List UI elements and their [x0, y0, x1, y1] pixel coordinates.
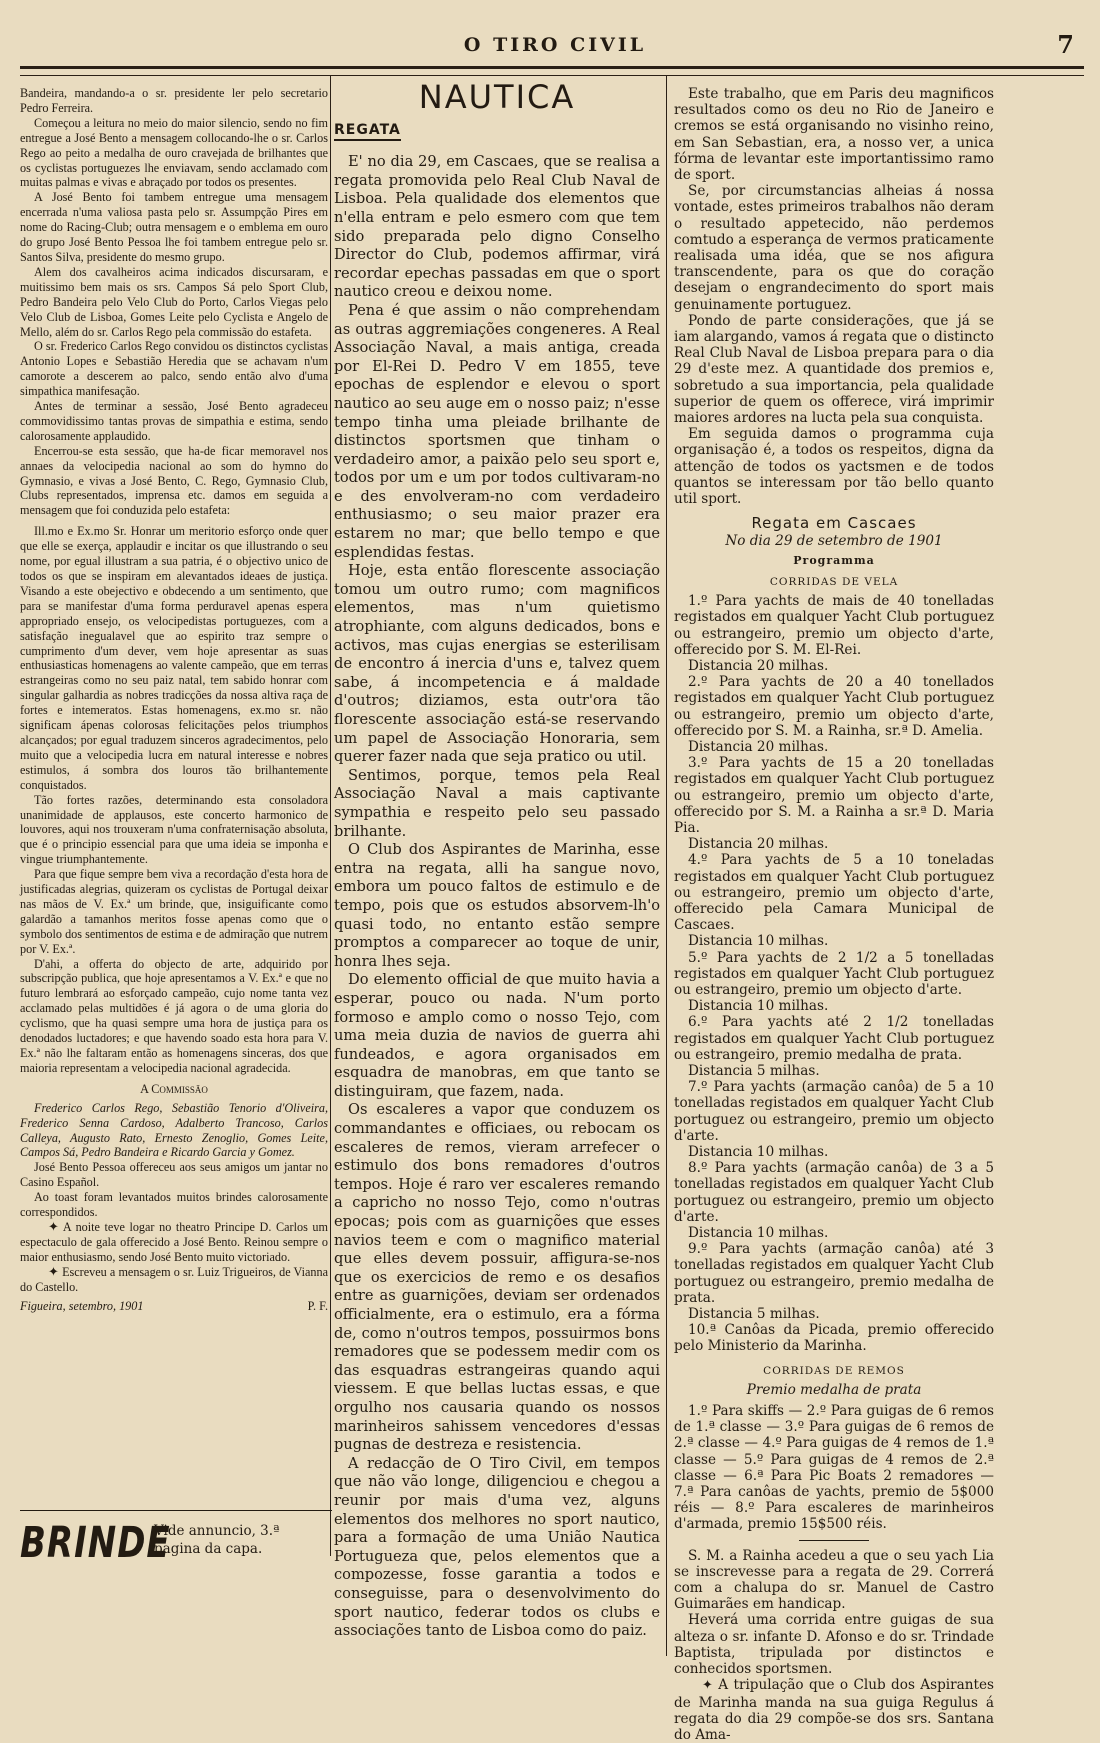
brinde-text: Vide annuncio, 3.ª pagina da capa. [154, 1523, 280, 1557]
paragraph: Este trabalho, que em Paris deu magnificos resultados como os deu no Rio de Janeiro e cremos se está organisando no visinho reino, em San Sebastian, era, a nosso ver, a unica fórma de levantar este importantissimo ramo de sport. [674, 86, 994, 184]
paragraph: A redacção de O Tiro Civil, em tempos que não vão longe, diligenciou e chegou a reunir por mais d'uma vez, alguns elementos dos melhores no sport nautico, para a formação de uma União Nautica Portugueza que, pelos elementos que a compozesse, fosse garantia a todos e conseguisse, para o desenvolvimento do sport nautico, federar todos os clubs e associações tanto de Lisboa como do paiz. [334, 1454, 660, 1640]
paragraph: D'ahi, a offerta do objecto de arte, adquirido por subscripção publica, que hoje apresentamos a V. Ex.ª e que no futuro lembrará ao esforçado campeão, cujo nome tanta vez acclamado pelas multidões é já agora o de uma gloria do cyclismo, que ha quasi sempre uma hora de justiça para os denodados luctadores; e que havendo soado esta hora para V. Ex.ª não lhe faltaram então as homenagens sinceras, dos que maioria representam a velocipedia nacional agradecida. [20, 956, 328, 1075]
paragraph: Ao toast foram levantados muitos brindes calorosamente correspondidos. [20, 1190, 328, 1220]
remos-caption: CORRIDAS DE REMOS [763, 1364, 905, 1377]
star-ornament-icon: ✦ [48, 1218, 59, 1234]
dateline-row [20, 1299, 328, 1314]
note [20, 1265, 328, 1295]
signatories: Frederico Carlos Rego, Sebastião Tenorio d'Oliveira, Frederico Senna Cardoso, Adalberto Trancoso, Carlos Calleya, Augusto Rato, Ernesto Zenoglio, Gomes Leite, Campos Sá, Pedro Bandeira e Ricardo Garcia y Gomez. [20, 1100, 328, 1160]
column-left [20, 86, 328, 1566]
note [20, 1220, 328, 1265]
paragraph: Pena é que assim o não comprehendam as outras aggremiações congeneres. A Real Associação Naval, a mais antiga, creada por El-Rei D. Pedro V em 1855, teve epochas de esplendor e elevou o sport nautico ao seu auge em o nosso paiz; n'esse tempo tinha uma pleiade brilhante de distinctos sportsmen que tinham o verdadeiro amor, a paixão pelo seu sport e, todos por um e um por todos cultivaram-no e des envolveram-no com verdadeiro enthusiasmo; o seu maior prazer era estarem no mar; que bello tempo e que esplendidas festas. [334, 301, 660, 561]
paragraph: Sentimos, porque, temos pela Real Associação Naval a mais captivante sympathia e respeito pelo seu passado brilhante. [334, 766, 660, 840]
note [674, 1677, 994, 1743]
page-number: 7 [1057, 30, 1074, 59]
vela-list [674, 593, 994, 1355]
note-text: A noite teve logar no theatro Principe D. Carlos um espectaculo de gala offerecido a José Bento. Reinou sempre o maior enthusiasmo, sendo José Bento muito victoriado. [20, 1219, 329, 1264]
paragraph: E' no dia 29, em Cascaes, que se realisa a regata promovida pelo Real Club Naval de Lisboa. Pela qualidade dos elementos que n'ella entram e pelo esmero com que tem sido preparada pelo digno Conselho Director do Club, podemos affirmar, virá recordar epechas passadas em que o sport nautico creou e deixou nome. [334, 153, 660, 301]
vela-item: 6.º Para yachts até 2 1/2 tonelladas registados em qualquer Yacht Club portuguez ou estrangeiro, premio medalha de prata. [674, 1014, 994, 1063]
vela-item: Distancia 5 milhas. [688, 1062, 820, 1079]
remos-text: 1.º Para skiffs — 2.º Para guigas de 6 remos de 1.ª classe — 3.º Para guigas de 6 remos de 2.ª classe — 4.º Para guigas de 4 remos de 1.ª classe — 5.º Para guigas de 4 remos de 2.ª classe — 6.ª Para Pic Boats 2 remadores — 7.ª Para canôas de yachts, premio de 5$000 réis — 8.º Para escaleres de marinheiros d'armada, premio 15$500 réis. [674, 1403, 994, 1533]
paragraph: Se, por circumstancias alheias á nossa vontade, estes primeiros trabalhos não deram o resultado appetecido, não perdemos comtudo a esperança de vermos praticamente realisada uma idéa, que se nos afigura transcendente, para os que do coração desejam o engrandecimento do sport mais genuinamente portuguez. [674, 183, 994, 313]
paragraph: Em seguida damos o programma cuja organisação é, a todos os respeitos, digna da attenção de todos os yactsmen e de todos quantos se interessam por tão bello quanto util sport. [674, 426, 994, 508]
initials: P. F. [307, 1298, 328, 1313]
paragraph: O sr. Frederico Carlos Rego convidou os distinctos cyclistas Antonio Lopes e Sebastião Heredia que se achavam n'um camorote a descerem ao palco, sendo então alvo d'uma simpathica manifesação. [20, 339, 328, 399]
column-divider [666, 76, 667, 1656]
paragraph: Heverá uma corrida entre guigas de sua alteza o sr. infante D. Afonso e do sr. Trindade Baptista, tripulada por distinctos e conhecidos sportsmen. [674, 1612, 994, 1678]
column-right [674, 86, 994, 1743]
note-text: Escreveu a mensagem o sr. Luiz Trigueiros, de Vianna do Castello. [20, 1264, 328, 1294]
paragraph: Do elemento official de que muito havia a esperar, pouco ou nada. N'um porto formoso e amplo como o nosso Tejo, com uma meia duzia de navios de guerra ahi fundeados, e agora organisados em esquadra de manobras, em que tanto se distinguiram, que fazem, nada. [334, 971, 660, 1100]
section-title: NAUTICA [418, 78, 576, 116]
remos-subtitle: Premio medalha de prata [746, 1381, 922, 1398]
paragraph: Os escaleres a vapor que conduzem os commandantes e officiaes, ou rebocam os escaleres de remos, vieram arrefecer o estimulo dos bons remadores d'outros tempos. Hoje é raro ver escaleres remando a capricho no nosso Tejo, como n'outras epocas; pois com as guarnições que esses navios teem e com o magnifico material que elles devem possuir, affigura-se-nos que os exercicios de remo e os desafios entre as guarnições, deviam ser ordenados officialmente, era o estimulo, era a fórma de, como n'outros tempos, possuirmos bons remadores que se podessem medir com os das esquadras estrangeiras quando aqui viessem. E que bellas luctas essas, e que orgulho nos causaria quando os nossos marinheiros sahissem vencedores d'essas pugnas de destreza e resistencia. [334, 1101, 660, 1454]
vela-item: Distancia 20 milhas. [688, 836, 829, 853]
header-rule [20, 66, 1084, 76]
regata-title: Regata em Cascaes [751, 514, 917, 533]
short-rule [799, 1540, 869, 1541]
signature: A Commissão [140, 1081, 208, 1096]
paragraph: Hoje, esta então florescente associação tomou um outro rumo; com magnificos elementos, mas n'um quietismo atrophiante, com alguns dedicados, bons e activos, mas cujas energias se esterilisam de encontro á inercia d'uns e, talvez quem sabe, á incompetencia e á maldade d'outros; diziamos, esta outr'ora tão florescente associação está-se reservando um papel de Associação Honoraria, sem querer fazer nada que seja pratico ou util. [334, 562, 660, 766]
paragraph: Tão fortes razões, determinando esta consoladora unanimidade de applausos, este concerto harmonico de louvores, aqui nos trouxeram n'uma confraternisação absoluta, que é o principio essencial para que uma ideia se imponha e vingue triumphantemente. [20, 792, 328, 867]
brinde-advert [20, 1518, 330, 1568]
regata-date: No dia 29 de setembro de 1901 [725, 533, 943, 550]
paragraph: O Club dos Aspirantes de Marinha, esse entra na regata, alli ha sangue novo, embora um pouco faltos de estimulo e de tempo, pois que os estudos absorvem-lh'o quasi todo, no entanto estão sempre promptos a comparecer ao toque de unir, honra lhes seja. [334, 841, 660, 970]
paragraph: A José Bento foi tambem entregue uma mensagem encerrada n'uma valiosa pasta pelo sr. Assumpção Pires em nome do Racing-Club; outra mensagem e o emblema em ouro do grupo José Bento Pessoa lhe foi tambem entregue pelo sr. Santos Silva, presidente do mesmo grupo. [20, 190, 328, 264]
vela-caption: CORRIDAS DE VELA [769, 575, 899, 588]
note-text: A tripulação que o Club dos Aspirantes de Marinha manda na sua guiga Regulus á regata do dia 29 compõe-se dos srs. Santana do Ama- [674, 1677, 994, 1743]
vela-item: 5.º Para yachts de 2 1/2 a 5 tonelladas registados em qualquer Yacht Club portuguez ou estrangeiro, premio um objecto d'arte. [674, 949, 994, 998]
page-header [20, 28, 1090, 64]
paragraph: Pondo de parte considerações, que já se iam alargando, vamos á regata que o distincto Real Club Naval de Lisboa prepara para o dia 29 d'este mez. A quantidade dos premios e, sobretudo a sua importancia, pela qualidade superior de quem os offerece, virá imprimir maiores ardores na lucta pela sua conquista. [674, 312, 994, 427]
vela-item: Distancia 10 milhas. [688, 933, 829, 950]
dateline: Figueira, setembro, 1901 [20, 1298, 144, 1313]
paragraph: Bandeira, mandando-a o sr. presidente ler pelo secretario Pedro Ferreira. [20, 86, 328, 115]
brinde-word: BRINDE [20, 1518, 171, 1568]
vela-item: 4.º Para yachts de 5 a 10 toneladas registados em qualquer Yacht Club portuguez ou estrangeiro, premio um objecto d'arte, offerecido pela Camara Municipal de Cascaes. [674, 852, 994, 934]
vela-item: Distancia 10 milhas. [688, 998, 829, 1015]
vela-item: 3.º Para yachts de 15 a 20 tonelladas registados em qualquer Yacht Club portuguez ou estrangeiro, premio um objecto d'arte, offerecido por S. M. a Rainha a sr.ª D. Maria Pia. [674, 755, 994, 836]
vela-item: Distancia 10 milhas. [688, 1225, 829, 1242]
paragraph: Para que fique sempre bem viva a recordação d'esta hora de justificadas alegrias, quizeram os cyclistas de Portugal deixar nas mãos de V. Ex.ª um brinde, que, insiguificante como galardão a tamanhos meritos fosse apenas como que o symbolo dos sentimentos de estima e de admiração que nutrem por V. Ex.ª. [20, 867, 328, 956]
vela-item: Distancia 20 milhas. [688, 657, 829, 674]
paragraph: Alem dos cavalheiros acima indicados discursaram, e muitissimo bem mais os srs. Campos Sá pelo Sport Club, Pedro Bandeira pelo Velo Club do Porto, Carlos Viegas pelo Velo Club de Lisboa, Gomes Leite pelo Cyclista e Angelo de Mello, além do sr. Carlos Rego pela commissão do estafeta. [20, 264, 328, 339]
paragraph: Encerrou-se esta sessão, que ha-de ficar memoravel nos annaes da velocipedia nacional ao som do hymno do Gymnasio, e vivas a José Bento, C. Rego, Gymnasio Club, Clubs representados, imprensa etc. damos em seguida a mensagem que foi conduzida pelo estafeta: [20, 443, 328, 518]
brinde-rule [20, 1510, 332, 1511]
vela-item: 7.º Para yachts (armação canôa) de 5 a 10 tonelladas registados em qualquer Yacht Club portuguez ou estrangeiro, premio um objecto d'arte. [674, 1079, 994, 1144]
vela-item: Distancia 20 milhas. [688, 738, 829, 755]
programma-label: Programma [793, 553, 875, 567]
star-ornament-icon: ✦ [702, 1678, 713, 1694]
paragraph: Começou a leitura no meio do maior silencio, sendo no fim entregue a José Bento a mensagem collocando-lhe o sr. Carlos Rego ao peito a medalha de ouro cravejada de brilhantes que os cyclistas portuguezes lhe enviavam, sendo acclamado com muitas palmas e vivas e abraçado por todos os presentes. [20, 115, 328, 190]
star-ornament-icon: ✦ [48, 1263, 59, 1279]
vela-item: 2.º Para yachts de 20 a 40 tonellados registados em qualquer Yacht Club portuguez ou estrangeiro, premio um objecto d'arte, offerecido por S. M. a Rainha, sr.ª D. Amelia. [674, 674, 994, 739]
paragraph: S. M. a Rainha acedeu a que o seu yach Lia se inscrevesse para a regata de 29. Correrá com a chalupa do sr. Manuel de Castro Guimarães em handicap. [674, 1547, 994, 1613]
vela-item: Distancia 10 milhas. [688, 1144, 829, 1160]
vela-item: 1.º Para yachts de mais de 40 tonelladas registados em qualquer Yacht Club portuguez ou estrangeiro, premio um objecto d'arte, offerecido por S. M. El-Rei. [674, 593, 994, 658]
column-middle [334, 78, 660, 1646]
paragraph: José Bento Pessoa offereceu aos seus amigos um jantar no Casino Español. [20, 1160, 328, 1190]
vela-item: 9.º Para yachts (armação canôa) até 3 tonelladas registados em qualquer Yacht Club portuguez ou estrangeiro, premio medalha de prata. [674, 1241, 994, 1306]
vela-item: 8.º Para yachts (armação canôa) de 3 a 5 tonelladas registados em qualquer Yacht Club portuguez ou estrangeiro, premio um objecto d'arte. [674, 1160, 994, 1225]
paragraph: Antes de terminar a sessão, José Bento agradeceu commovidissimo tantas provas de simpathia e estima, sendo calorosamente applaudido. [20, 399, 328, 443]
vela-item: Distancia 5 milhas. [688, 1306, 820, 1323]
subhead: REGATA [334, 121, 401, 142]
paragraph: Ill.mo e Ex.mo Sr. Honrar um meritorio esforço onde quer que elle se exerça, applaudir e incitar os que illustrando o seu nome, por egual illustram a sua patria, é o objectivo unico de todos os que se inspiram em alevantados ideaes de justiça. Visando a este obejectivo e obdecendo a um sentimento, que para se manifestar d'uma forma perduravel apenas espera appropriado ensejo, os velocipedistas portuguezes, com a satisfação inegualavel que ao espirito traz sempre o cumprimento d'um dever, vem hoje apresentar as suas enthusiasticas homenagens ao valente campeão, que em terras estrangeiras como no seu paiz natal, tem sabido honrar com singular galhardia as nobres tradicções da nossa altiva raça de fortes e intemeratos. Estas homenagens, ex.mo sr. não significam ápenas colorosas felicitações pelos triumphos alcançados; por egual traduzem sinceros agradecimentos, pelo muito que a velocipedia lucra em natural interesse e nobres estimulos, á sombra dos louros tão brilhantemente conquistados. [20, 524, 328, 792]
vela-item: 10.ª Canôas da Picada, premio offerecido pelo Ministerio da Marinha. [674, 1322, 994, 1355]
column-divider [330, 76, 331, 1556]
running-title: O TIRO CIVIL [463, 34, 647, 56]
